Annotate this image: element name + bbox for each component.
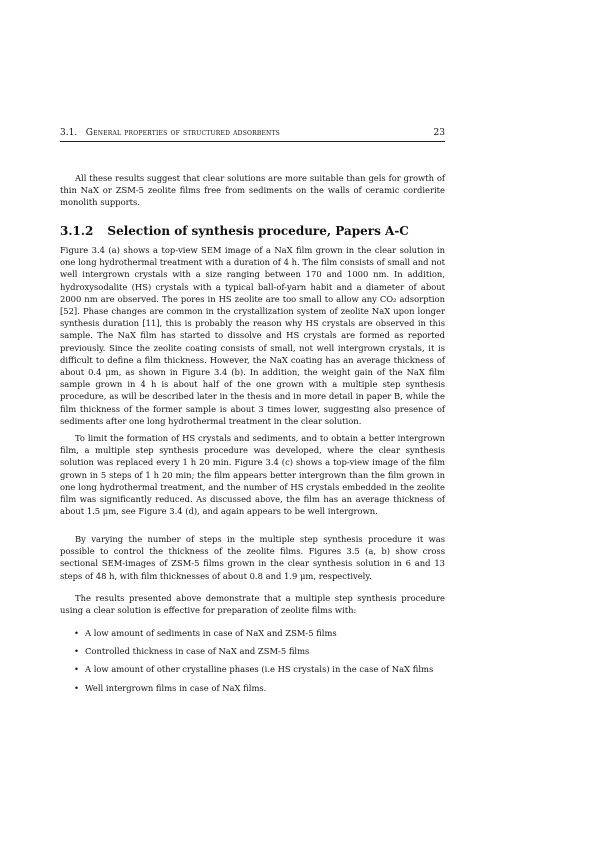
- intro-paragraph: All these results suggest that clear solutions are more suitable than gels for growth of thin NaX or ZSM-5 zeolite films free from sediments on the walls of ceramic cordierite monolith supports.: [60, 173, 445, 208]
- header-section-number: 3.1.: [60, 128, 78, 138]
- header-rule: [60, 141, 445, 142]
- body-paragraph-2: To limit the formation of HS crystals and sediments, and to obtain a better intergrown film, a multiple step synthesis procedure was developed, where the clear synthesis solution was replaced every 1 h 20 min. Figure 3.4 (c) shows a top-view image of the film grown in 5 steps of 1 h 20 min; the film appears better intergrown than the film grown in one long hydrothermal treatment, and the number of HS crystals embedded in the zeolite film was significantly reduced. As discussed above, the film has an average thickness of about 1.5 μm, see Figure 3.4 (d), and again appears to be well intergrown.: [60, 433, 445, 517]
- section-heading-number: 3.1.2: [60, 224, 94, 238]
- body-paragraph-4: The results presented above demonstrate that a multiple step synthesis procedure using a clear solution is effective for preparation of zeolite films with:: [60, 593, 445, 616]
- body-paragraph-3: By varying the number of steps in the multiple step synthesis procedure it was possible to control the thickness of the zeolite films. Figures 3.5 (a, b) show cross sectional SEM-images of ZSM-5 films grown in the clear synthesis solution in 6 and 13 steps of 48 h, with film thicknesses of about 0.8 and 1.9 μm, respectively.: [60, 534, 445, 581]
- header-section-title: General properties of structured adsorbents: [85, 128, 280, 138]
- page-number: 23: [433, 128, 445, 138]
- bullet-icon: •: [74, 628, 79, 638]
- bullet-icon: •: [74, 646, 79, 656]
- list-item-text: A low amount of sediments in case of NaX and ZSM-5 films: [85, 628, 337, 638]
- list-item: [74, 645, 444, 657]
- bullet-icon: •: [74, 683, 79, 693]
- list-item: [74, 663, 444, 675]
- section-heading: [60, 224, 409, 238]
- section-heading-title: Selection of synthesis procedure, Papers A-C: [107, 224, 409, 238]
- list-item: [74, 682, 444, 694]
- bullet-icon: •: [74, 664, 79, 674]
- header-section: [60, 128, 280, 139]
- list-item-text: Well intergrown films in case of NaX films.: [85, 683, 267, 693]
- list-item-text: A low amount of other crystalline phases (i.e HS crystals) in the case of NaX films: [85, 664, 434, 674]
- list-item: [74, 627, 444, 639]
- running-header: [60, 128, 445, 139]
- list-item-text: Controlled thickness in case of NaX and ZSM-5 films: [85, 646, 310, 656]
- body-paragraph-1: Figure 3.4 (a) shows a top-view SEM image of a NaX film grown in the clear solution in one long hydrothermal treatment with a duration of 4 h. The film consists of small and not well intergrown crystals with a size ranging between 170 and 1000 nm. In addition, hydroxysodalite (HS) crystals with a typical ball-of-yarn habit and a diameter of about 2000 nm are observed. The pores in HS zeolite are too small to allow any CO₂ adsorption [52]. Phase changes are common in the crystallization system of zeolite NaX upon longer synthesis duration [11], this is probably the reason why HS crystals are observed in this sample. The NaX film has started to dissolve and HS crystals are formed as reported previously. Since the zeolite coating consists of small, not well intergrown crystals, it is difficult to define a film thickness. However, the NaX coating has an average thickness of about 0.4 μm, as shown in Figure 3.4 (b). In addition, the weight gain of the NaX film sample grown in 4 h is about half of the one grown with a multiple step synthesis procedure, as will be described later in the thesis and in more detail in paper B, while the film thickness of the former sample is about 3 times lower, suggesting also presence of sediments after one long hydrothermal treatment in the clear solution.: [60, 245, 445, 426]
